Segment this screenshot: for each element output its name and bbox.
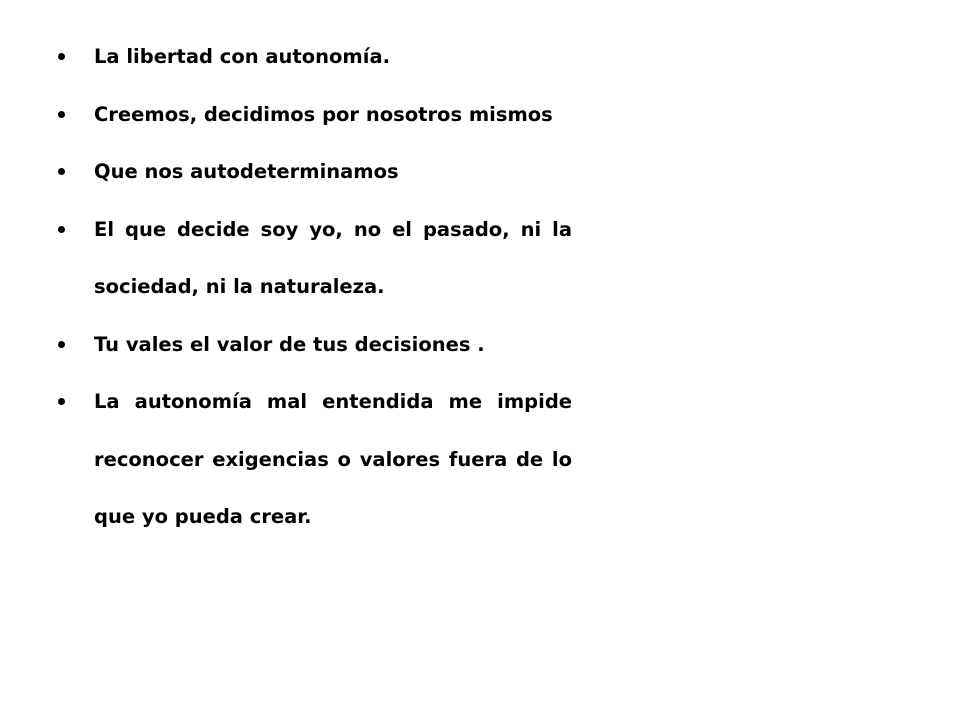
bullet-text: Que nos autodeterminamos bbox=[94, 160, 399, 183]
bullet-text: La libertad con autonomía. bbox=[94, 45, 391, 68]
bullet-dot-icon bbox=[58, 111, 65, 118]
bullet-item bbox=[56, 143, 572, 201]
bullet-dot-icon bbox=[58, 398, 65, 405]
bullet-dot-icon bbox=[58, 168, 65, 175]
bullet-item bbox=[56, 28, 572, 86]
bullet-item bbox=[56, 86, 572, 144]
bullet-text: La autonomía mal entendida me impide reconocer exigencias o valores fuera de lo que yo pueda crear. bbox=[94, 390, 572, 528]
bullet-text: Tu vales el valor de tus decisiones . bbox=[94, 332, 485, 356]
bullet-item bbox=[56, 201, 572, 316]
bullet-dot-icon bbox=[58, 53, 65, 60]
bullet-item bbox=[56, 373, 572, 546]
bullet-dot-icon bbox=[58, 226, 65, 233]
bullet-text: Creemos, decidimos por nosotros mismos bbox=[94, 102, 553, 126]
bullet-item bbox=[56, 316, 572, 374]
bullet-list bbox=[56, 28, 572, 546]
bullet-text: El que decide soy yo, no el pasado, ni la sociedad, ni la naturaleza. bbox=[94, 217, 572, 298]
bullet-dot-icon bbox=[58, 341, 65, 348]
